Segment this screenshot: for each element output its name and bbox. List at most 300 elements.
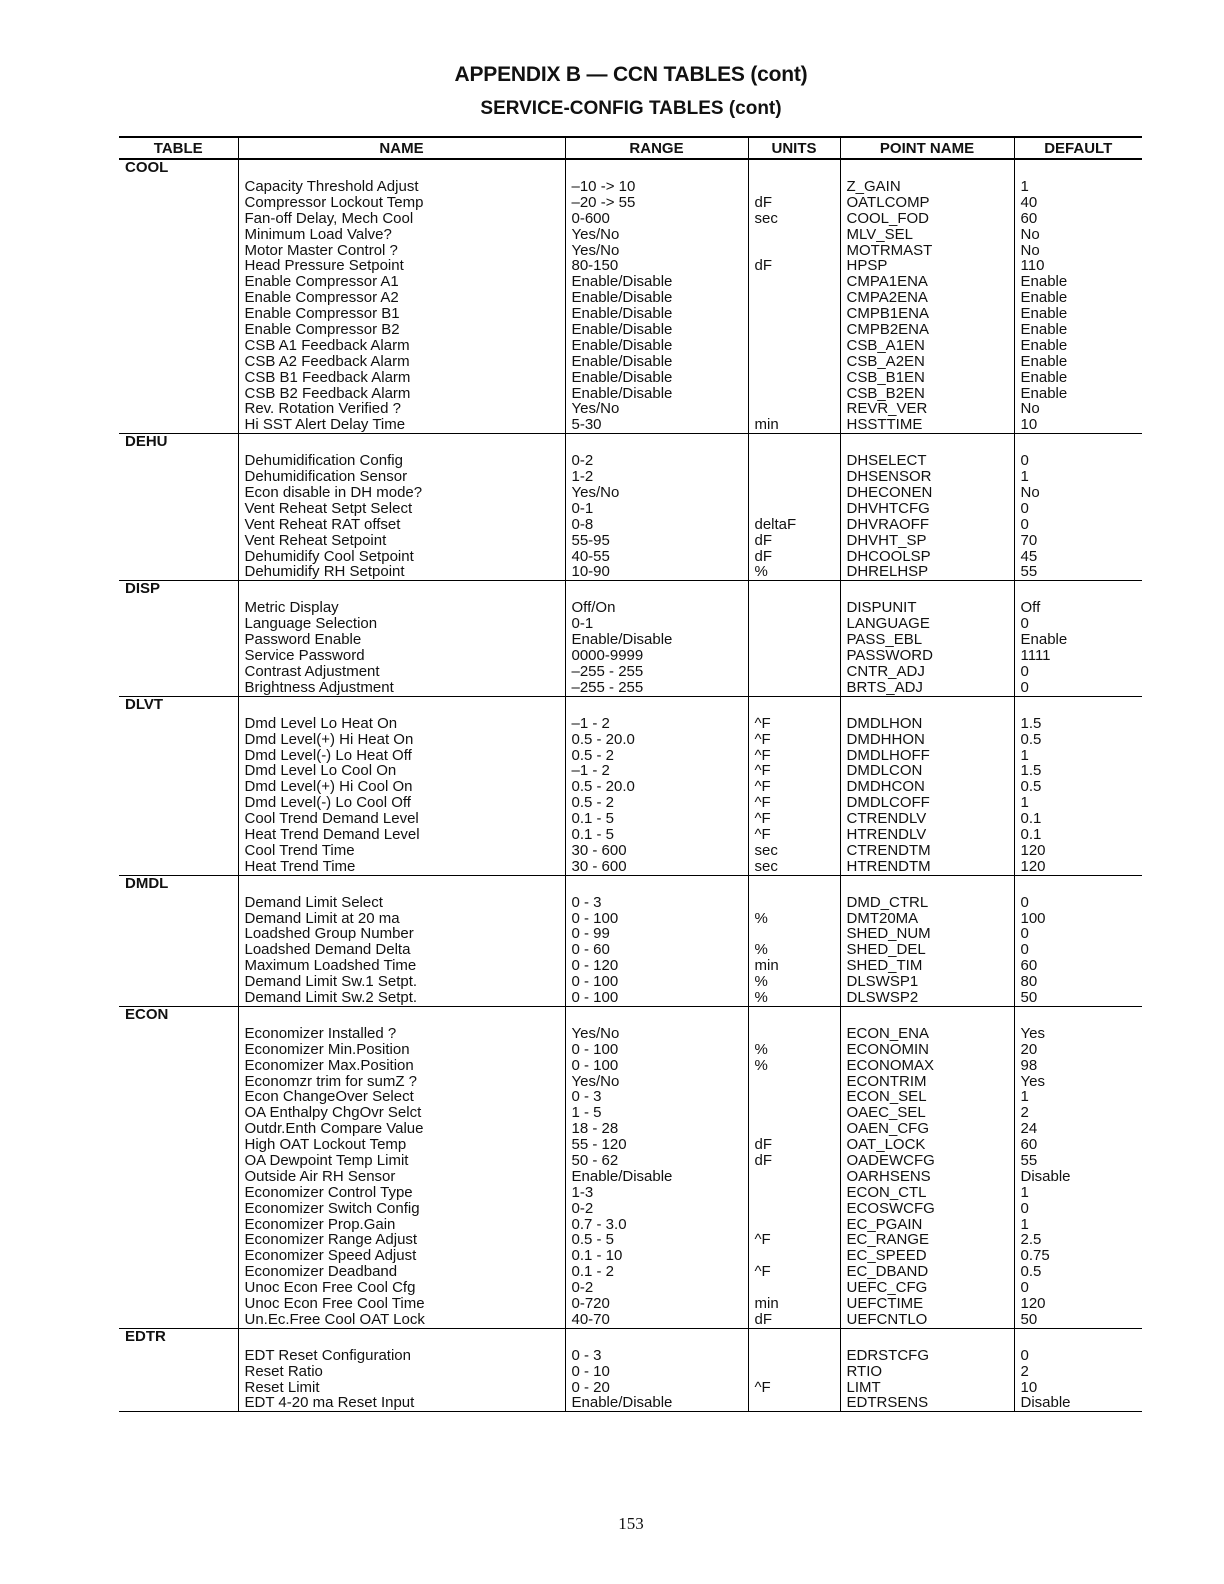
section-table-name: DLVT <box>119 696 238 875</box>
range-value: –10 -> 10 <box>571 178 636 195</box>
point-name-value: DHVHTCFG <box>846 499 930 517</box>
units-value: % <box>754 909 768 927</box>
default-value: Disable <box>1020 1167 1071 1185</box>
units-value: % <box>754 1040 768 1058</box>
column-cell-default <box>1014 581 1142 696</box>
name-value: Cool Trend Demand Level <box>244 810 419 828</box>
column-cell-units <box>748 581 840 696</box>
section-table-name: ECON <box>119 1006 238 1328</box>
default-value: 0.5 <box>1020 730 1042 748</box>
default-value: Off <box>1020 599 1041 617</box>
point-name-value: MOTRMAST <box>846 241 933 259</box>
column-cell-range <box>565 1006 748 1328</box>
column-header-name: NAME <box>238 137 565 159</box>
point-name-value: HPSP <box>846 257 888 275</box>
name-value: Unoc Econ Free Cool Time <box>244 1295 425 1312</box>
column-cell-range <box>565 696 748 875</box>
default-value: 98 <box>1020 1056 1038 1074</box>
units-value <box>755 243 840 259</box>
column-cell-point-name <box>840 1006 1014 1328</box>
name-value: Brightness Adjustment <box>244 678 394 696</box>
point-name-value: HTRENDTM <box>846 857 931 875</box>
units-value: ^F <box>754 1378 771 1396</box>
range-value: 55 - 120 <box>571 1136 627 1154</box>
name-value: Economizer Max.Position <box>244 1056 414 1074</box>
point-name-value: Z_GAIN <box>846 178 901 195</box>
name-value: Compressor Lockout Temp <box>244 193 424 211</box>
name-value: Vent Reheat Setpoint <box>244 531 387 549</box>
point-name-value: RTIO <box>846 1362 883 1380</box>
default-value: 24 <box>1020 1120 1038 1138</box>
section-table-name: EDTR <box>119 1328 238 1412</box>
range-value: 55-95 <box>571 531 610 549</box>
units-value: sec <box>754 841 778 859</box>
units-value <box>755 227 840 243</box>
point-name-value: CSB_B1EN <box>846 368 925 386</box>
units-value <box>755 179 840 195</box>
column-cell-units <box>748 159 840 434</box>
default-value: 1 <box>1020 178 1029 195</box>
units-value <box>755 648 840 664</box>
column-cell-point-name <box>840 159 1014 434</box>
units-value: % <box>754 563 768 581</box>
name-value: Dmd Level(-) Lo Heat Off <box>244 746 412 764</box>
name-value: Economzr trim for sumZ ? <box>244 1072 418 1090</box>
point-name-value: HTRENDLV <box>846 825 927 843</box>
range-value: 0 - 3 <box>571 1088 602 1106</box>
point-name-value: UEFCNTLO <box>846 1310 928 1328</box>
range-value: Yes/No <box>571 400 620 418</box>
name-value: Outside Air RH Sensor <box>244 1167 396 1185</box>
column-cell-units <box>748 434 840 581</box>
units-value <box>755 274 840 290</box>
units-value <box>755 1217 840 1233</box>
range-value: –255 - 255 <box>571 662 644 680</box>
units-value <box>755 1185 840 1201</box>
units-value: min <box>754 1295 779 1312</box>
name-value: Head Pressure Setpoint <box>244 257 404 275</box>
units-value <box>755 306 840 322</box>
units-value: % <box>754 941 768 959</box>
range-value: 5-30 <box>571 416 602 434</box>
point-name-value: OARHSENS <box>846 1167 931 1185</box>
name-value: Demand Limit at 20 ma <box>244 909 400 927</box>
point-name-value: CSB_A2EN <box>846 352 925 370</box>
range-value: 0.5 - 2 <box>571 794 615 812</box>
point-name-value: DMDLCON <box>846 762 923 780</box>
units-value <box>755 664 840 680</box>
range-value: –255 - 255 <box>571 678 644 696</box>
point-name-value: CTRENDLV <box>846 810 927 828</box>
name-value: Reset Ratio <box>244 1362 323 1380</box>
range-value: 0 - 3 <box>571 1346 602 1364</box>
table-section-disp <box>119 581 1142 696</box>
units-value <box>755 1074 840 1090</box>
range-value: 80-150 <box>571 257 619 275</box>
default-value: Enable <box>1020 273 1068 291</box>
range-value: Enable/Disable <box>571 631 673 649</box>
point-name-value: MLV_SEL <box>846 225 913 243</box>
point-name-value: ECON_ENA <box>846 1024 930 1042</box>
name-value: OA Enthalpy ChgOvr Selct <box>244 1104 422 1122</box>
units-value <box>755 354 840 370</box>
column-cell-range <box>565 875 748 1006</box>
default-value: 1 <box>1020 1183 1029 1201</box>
units-value: sec <box>754 209 778 227</box>
units-value <box>755 370 840 386</box>
point-name-value: ECONOMIN <box>846 1040 929 1058</box>
column-header-point-name: POINT NAME <box>840 137 1014 159</box>
default-value: 45 <box>1020 547 1038 565</box>
default-value: 50 <box>1020 988 1038 1006</box>
default-value: No <box>1020 241 1040 259</box>
range-value: Enable/Disable <box>571 336 673 354</box>
range-value: 0.1 - 5 <box>571 825 615 843</box>
default-value: 120 <box>1020 1295 1046 1312</box>
point-name-value: ECON_SEL <box>846 1088 927 1106</box>
units-value <box>755 616 840 632</box>
default-value: 60 <box>1020 957 1038 975</box>
default-value: Enable <box>1020 305 1068 323</box>
units-value: ^F <box>754 794 771 812</box>
name-value: Dehumidification Sensor <box>244 468 408 486</box>
point-name-value: DHVRAOFF <box>846 515 929 533</box>
point-name-value: EC_DBAND <box>846 1263 929 1281</box>
default-value: 60 <box>1020 209 1038 227</box>
default-value: Enable <box>1020 631 1068 649</box>
point-name-value: DLSWSP2 <box>846 988 919 1006</box>
column-cell-name <box>238 696 565 875</box>
column-header-table: TABLE <box>119 137 238 159</box>
column-cell-point-name <box>840 581 1014 696</box>
column-cell-point-name <box>840 696 1014 875</box>
range-value: 0-2 <box>571 1279 594 1297</box>
point-name-value: UEFCTIME <box>846 1295 924 1312</box>
default-value: 50 <box>1020 1310 1038 1328</box>
point-name-value: SHED_DEL <box>846 941 926 959</box>
name-value: Password Enable <box>244 631 362 649</box>
page-subtitle: SERVICE-CONFIG TABLES (cont) <box>480 98 782 119</box>
name-value: Metric Display <box>244 599 339 617</box>
column-cell-name <box>238 159 565 434</box>
default-value: 0 <box>1020 941 1029 959</box>
range-value: Enable/Disable <box>571 321 673 339</box>
default-value: 20 <box>1020 1040 1038 1058</box>
units-value: deltaF <box>754 515 797 533</box>
range-value: 0.5 - 2 <box>571 746 615 764</box>
section-table-name: DEHU <box>119 434 238 581</box>
point-name-value: CMPB1ENA <box>846 305 930 323</box>
name-value: Dehumidify Cool Setpoint <box>244 547 414 565</box>
name-value: Hi SST Alert Delay Time <box>244 416 406 434</box>
range-value: 0-8 <box>571 515 594 533</box>
name-value: Dmd Level(+) Hi Cool On <box>244 778 413 796</box>
name-value: Cool Trend Time <box>244 841 355 859</box>
point-name-value: DHSENSOR <box>846 468 932 486</box>
point-name-value: DHCOOLSP <box>846 547 931 565</box>
range-value: Yes/No <box>571 1072 620 1090</box>
point-name-value: SHED_TIM <box>846 957 923 975</box>
column-header-default: DEFAULT <box>1014 137 1142 159</box>
units-value: sec <box>754 857 778 875</box>
point-name-value: EC_SPEED <box>846 1247 927 1265</box>
units-value <box>755 322 840 338</box>
column-cell-range <box>565 1328 748 1412</box>
units-value <box>755 290 840 306</box>
range-value: 0000-9999 <box>571 647 644 665</box>
name-value: Loadshed Group Number <box>244 925 414 943</box>
table-header-row <box>119 137 1142 159</box>
default-value: 0.1 <box>1020 825 1042 843</box>
name-value: Loadshed Demand Delta <box>244 941 411 959</box>
column-cell-default <box>1014 434 1142 581</box>
units-value: dF <box>754 1310 773 1328</box>
range-value: 40-55 <box>571 547 610 565</box>
point-name-value: ECONTRIM <box>846 1072 927 1090</box>
units-value <box>755 895 840 911</box>
range-value: –1 - 2 <box>571 762 610 780</box>
table-section-dmdl <box>119 875 1142 1006</box>
range-value: Yes/No <box>571 225 620 243</box>
point-name-value: CNTR_ADJ <box>846 662 925 680</box>
units-value: dF <box>754 1151 773 1169</box>
name-value: Maximum Loadshed Time <box>244 957 417 975</box>
name-value: Economizer Control Type <box>244 1183 413 1201</box>
column-cell-units <box>748 1328 840 1412</box>
range-value: Yes/No <box>571 484 620 502</box>
point-name-value: EC_RANGE <box>846 1231 930 1249</box>
name-value: Unoc Econ Free Cool Cfg <box>244 1279 416 1297</box>
range-value: 0.1 - 5 <box>571 810 615 828</box>
default-value: Yes <box>1020 1072 1045 1090</box>
range-value: Enable/Disable <box>571 368 673 386</box>
name-value: Dmd Level Lo Cool On <box>244 762 397 780</box>
range-value: 40-70 <box>571 1310 610 1328</box>
units-value: min <box>754 416 779 434</box>
table-section-dehu <box>119 434 1142 581</box>
point-name-value: DISPUNIT <box>846 599 917 617</box>
point-name-value: COOL_FOD <box>846 209 930 227</box>
range-value: 0-2 <box>571 452 594 470</box>
point-name-value: EDRSTCFG <box>846 1346 929 1364</box>
column-cell-default <box>1014 159 1142 434</box>
column-cell-name <box>238 1006 565 1328</box>
point-name-value: EC_PGAIN <box>846 1215 923 1233</box>
point-name-value: HSSTTIME <box>846 416 923 434</box>
name-value: Dmd Level(-) Lo Cool Off <box>244 794 411 812</box>
default-value: No <box>1020 400 1040 418</box>
range-value: 10-90 <box>571 563 610 581</box>
units-value: % <box>754 1056 768 1074</box>
column-cell-name <box>238 1328 565 1412</box>
name-value: Vent Reheat RAT offset <box>244 515 401 533</box>
point-name-value: DMDLCOFF <box>846 794 930 812</box>
default-value: 0 <box>1020 893 1029 911</box>
units-value <box>755 1395 840 1411</box>
default-value: 0 <box>1020 452 1029 470</box>
range-value: 0.5 - 20.0 <box>571 778 635 796</box>
units-value: ^F <box>754 1263 771 1281</box>
range-value: 0 - 100 <box>571 909 619 927</box>
units-value: ^F <box>754 730 771 748</box>
name-value: Vent Reheat Setpt Select <box>244 499 413 517</box>
units-value: ^F <box>754 778 771 796</box>
name-value: Language Selection <box>244 615 378 633</box>
default-value: 2 <box>1020 1362 1029 1380</box>
default-value: 70 <box>1020 531 1038 549</box>
range-value: 50 - 62 <box>571 1151 619 1169</box>
name-value: Heat Trend Time <box>244 857 356 875</box>
name-value: Enable Compressor B2 <box>244 321 400 339</box>
units-value: % <box>754 973 768 991</box>
range-value: Yes/No <box>571 241 620 259</box>
default-value: 0 <box>1020 499 1029 517</box>
name-value: Dmd Level Lo Heat On <box>244 714 398 732</box>
units-value: dF <box>754 257 773 275</box>
default-value: 0.5 <box>1020 1263 1042 1281</box>
name-value: Demand Limit Sw.2 Setpt. <box>244 988 418 1006</box>
units-value <box>755 1364 840 1380</box>
range-value: 0-720 <box>571 1295 610 1312</box>
units-value: ^F <box>754 810 771 828</box>
name-value: CSB B2 Feedback Alarm <box>244 384 411 402</box>
units-value: % <box>754 988 768 1006</box>
point-name-value: DMDHCON <box>846 778 925 796</box>
point-name-value: ECONOMAX <box>846 1056 935 1074</box>
units-value: ^F <box>754 825 771 843</box>
range-value: 0 - 10 <box>571 1362 610 1380</box>
range-value: 1-2 <box>571 468 594 486</box>
name-value: Motor Master Control ? <box>244 241 398 259</box>
range-value: –20 -> 55 <box>571 193 636 211</box>
default-value: 10 <box>1020 1378 1038 1396</box>
range-value: 0 - 99 <box>571 925 610 943</box>
units-value <box>755 386 840 402</box>
default-value: 0 <box>1020 515 1029 533</box>
name-value: Fan-off Delay, Mech Cool <box>244 209 414 227</box>
column-cell-range <box>565 434 748 581</box>
range-value: Enable/Disable <box>571 273 673 291</box>
range-value: 0.7 - 3.0 <box>571 1215 627 1233</box>
range-value: Enable/Disable <box>571 305 673 323</box>
range-value: 0 - 20 <box>571 1378 610 1396</box>
name-value: Economizer Prop.Gain <box>244 1215 396 1233</box>
units-value <box>755 338 840 354</box>
range-value: Off/On <box>571 599 616 617</box>
units-value <box>755 680 840 696</box>
units-value <box>755 485 840 501</box>
page-title: APPENDIX B — CCN TABLES (cont) <box>454 63 808 86</box>
column-cell-name <box>238 434 565 581</box>
point-name-value: OAEC_SEL <box>846 1104 926 1122</box>
range-value: 30 - 600 <box>571 841 627 859</box>
units-value <box>755 501 840 517</box>
point-name-value: OADEWCFG <box>846 1151 935 1169</box>
point-name-value: OAEN_CFG <box>846 1120 930 1138</box>
default-value: Enable <box>1020 289 1068 307</box>
table-section-edtr <box>119 1328 1142 1412</box>
range-value: 30 - 600 <box>571 857 627 875</box>
default-value: 55 <box>1020 563 1038 581</box>
name-value: CSB A2 Feedback Alarm <box>244 352 410 370</box>
range-value: Enable/Disable <box>571 1167 673 1185</box>
range-value: Enable/Disable <box>571 352 673 370</box>
name-value: Economizer Range Adjust <box>244 1231 418 1249</box>
point-name-value: DMT20MA <box>846 909 919 927</box>
column-cell-units <box>748 1006 840 1328</box>
default-value: 1 <box>1020 1215 1029 1233</box>
default-value: 1.5 <box>1020 762 1042 780</box>
default-value: Enable <box>1020 384 1068 402</box>
name-value: Enable Compressor A1 <box>244 273 399 291</box>
name-value: Reset Limit <box>244 1378 320 1396</box>
default-value: Enable <box>1020 368 1068 386</box>
range-value: Enable/Disable <box>571 289 673 307</box>
name-value: Rev. Rotation Verified ? <box>244 400 401 418</box>
range-value: 0.5 - 20.0 <box>571 730 635 748</box>
table-section-dlvt <box>119 696 1142 875</box>
point-name-value: ECON_CTL <box>846 1183 927 1201</box>
units-value <box>755 1280 840 1296</box>
name-value: Dehumidification Config <box>244 452 403 470</box>
units-value: dF <box>754 547 773 565</box>
units-value <box>755 1105 840 1121</box>
column-header-range: RANGE <box>565 137 748 159</box>
table-body <box>119 159 1142 1412</box>
range-value: 0.1 - 2 <box>571 1263 615 1281</box>
units-value: min <box>754 957 779 975</box>
name-value: High OAT Lockout Temp <box>244 1136 407 1154</box>
range-value: 1 - 5 <box>571 1104 602 1122</box>
range-value: 0 - 3 <box>571 893 602 911</box>
default-value: 0.75 <box>1020 1247 1050 1265</box>
range-value: 0-1 <box>571 499 594 517</box>
range-value: 18 - 28 <box>571 1120 619 1138</box>
point-name-value: ECOSWCFG <box>846 1199 935 1217</box>
name-value: Economizer Deadband <box>244 1263 398 1281</box>
column-cell-point-name <box>840 1328 1014 1412</box>
column-cell-default <box>1014 696 1142 875</box>
default-value: Enable <box>1020 352 1068 370</box>
name-value: Economizer Switch Config <box>244 1199 420 1217</box>
point-name-value: LIMT <box>846 1378 881 1396</box>
name-value: Dehumidify RH Setpoint <box>244 563 405 581</box>
name-value: Dmd Level(+) Hi Heat On <box>244 730 414 748</box>
column-cell-default <box>1014 1006 1142 1328</box>
default-value: 120 <box>1020 841 1046 859</box>
range-value: 0-600 <box>571 209 610 227</box>
point-name-value: DLSWSP1 <box>846 973 919 991</box>
point-name-value: BRTS_ADJ <box>846 678 923 696</box>
default-value: 110 <box>1020 257 1045 275</box>
units-value: ^F <box>754 762 771 780</box>
column-cell-point-name <box>840 875 1014 1006</box>
default-value: 55 <box>1020 1151 1038 1169</box>
units-value <box>755 401 840 417</box>
column-cell-default <box>1014 875 1142 1006</box>
name-value: EDT Reset Configuration <box>244 1346 411 1364</box>
name-value: Enable Compressor A2 <box>244 289 399 307</box>
section-table-name: DMDL <box>119 875 238 1006</box>
point-name-value: DMD_CTRL <box>846 893 929 911</box>
point-name-value: OATLCOMP <box>846 193 930 211</box>
point-name-value: OAT_LOCK <box>846 1136 926 1154</box>
range-value: 0 - 100 <box>571 973 619 991</box>
name-value: Service Password <box>244 647 365 665</box>
range-value: 0 - 100 <box>571 988 619 1006</box>
point-name-value: EDTRSENS <box>846 1394 929 1412</box>
units-value: ^F <box>754 1231 771 1249</box>
